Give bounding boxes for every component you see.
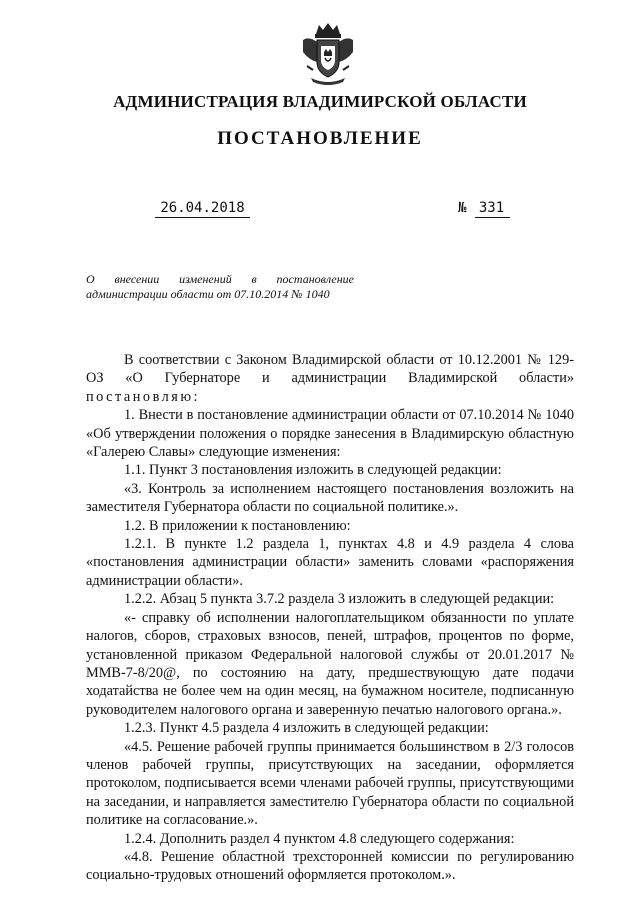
document-subject: [86, 272, 354, 302]
document-type: ПОСТАНОВЛЕНИЕ: [217, 128, 423, 149]
clause-1-2-3: 1.2.3. Пункт 4.5 раздела 4 изложить в следующей редакции:: [124, 720, 489, 737]
agency-name: АДМИНИСТРАЦИЯ ВЛАДИМИРСКОЙ ОБЛАСТИ: [113, 92, 527, 111]
clause-1-1: 1.1. Пункт 3 постановления изложить в следующей редакции:: [124, 462, 502, 479]
document-number: [458, 200, 513, 216]
number-label: №: [458, 200, 467, 216]
intro-paragraph: [86, 351, 574, 406]
subject-line-2: администрации области от 07.10.2014 № 1040: [86, 287, 330, 301]
clause-1-2: 1.2. В приложении к постановлению:: [124, 517, 351, 534]
clause-1: 1. Внести в постановление администрации области от 07.10.2014 № 1040 «Об утверждении положения о порядке занесения в Владимирскую областную «Галерею Славы» следующие изменения:: [86, 407, 574, 461]
coat-of-arms-icon: [299, 22, 357, 86]
intro-verb: постановляю:: [86, 388, 200, 405]
intro-text: В соответствии с Законом Владимирской области от 10.12.2001 № 129-ОЗ «О Губернаторе и администрации Владимирской области»: [86, 352, 574, 387]
clause-1-2-2-text: «- справку об исполнении налогоплательщиком обязанности по уплате налогов, сборов, страховых взносов, пеней, штрафов, процентов по форме, установленной приказом Федеральной налоговой службы от 20.01.2017 № ММВ-7-8/20@, по состоянию на дату, предшествующую дате подачи ходатайства не более чем на один месяц, на бумажном носителе, подписанную руководителем налогового органа и заверенную печатью налогового органа.».: [86, 609, 574, 718]
number-value: 331: [475, 200, 510, 218]
clause-1-2-4: 1.2.4. Дополнить раздел 4 пунктом 4.8 следующего содержания:: [124, 830, 515, 847]
clause-1-2-3-text: «4.5. Решение рабочей группы принимается большинством в 2/3 голосов членов рабочей группы, присутствующих на заседании, оформляется протоколом, подписывается всеми членами рабочей группы, присутствующими на заседании, и направляется заместителю Губернатора области по социальной политике на согласование.».: [86, 738, 574, 829]
document-date: 26.04.2018: [155, 200, 250, 218]
clause-1-1-text: «3. Контроль за исполнением настоящего постановления возложить на заместителя Губернатора области по социальной политике.».: [86, 480, 574, 516]
document-body: [86, 351, 574, 885]
subject-line-1: О внесении изменений в постановление: [86, 272, 354, 286]
clause-1-2-4-text: «4.8. Решение областной трехсторонней комиссии по регулированию социально-трудовых отношений оформляется протоколом.».: [86, 848, 574, 884]
clause-1-2-2: 1.2.2. Абзац 5 пункта 3.7.2 раздела 3 изложить в следующей редакции:: [124, 591, 555, 608]
clause-1-2-1: 1.2.1. В пункте 1.2 раздела 1, пунктах 4.8 и 4.9 раздела 4 слова «постановления администрации области» заменить словами «распоряжения администрации области».: [86, 536, 574, 589]
